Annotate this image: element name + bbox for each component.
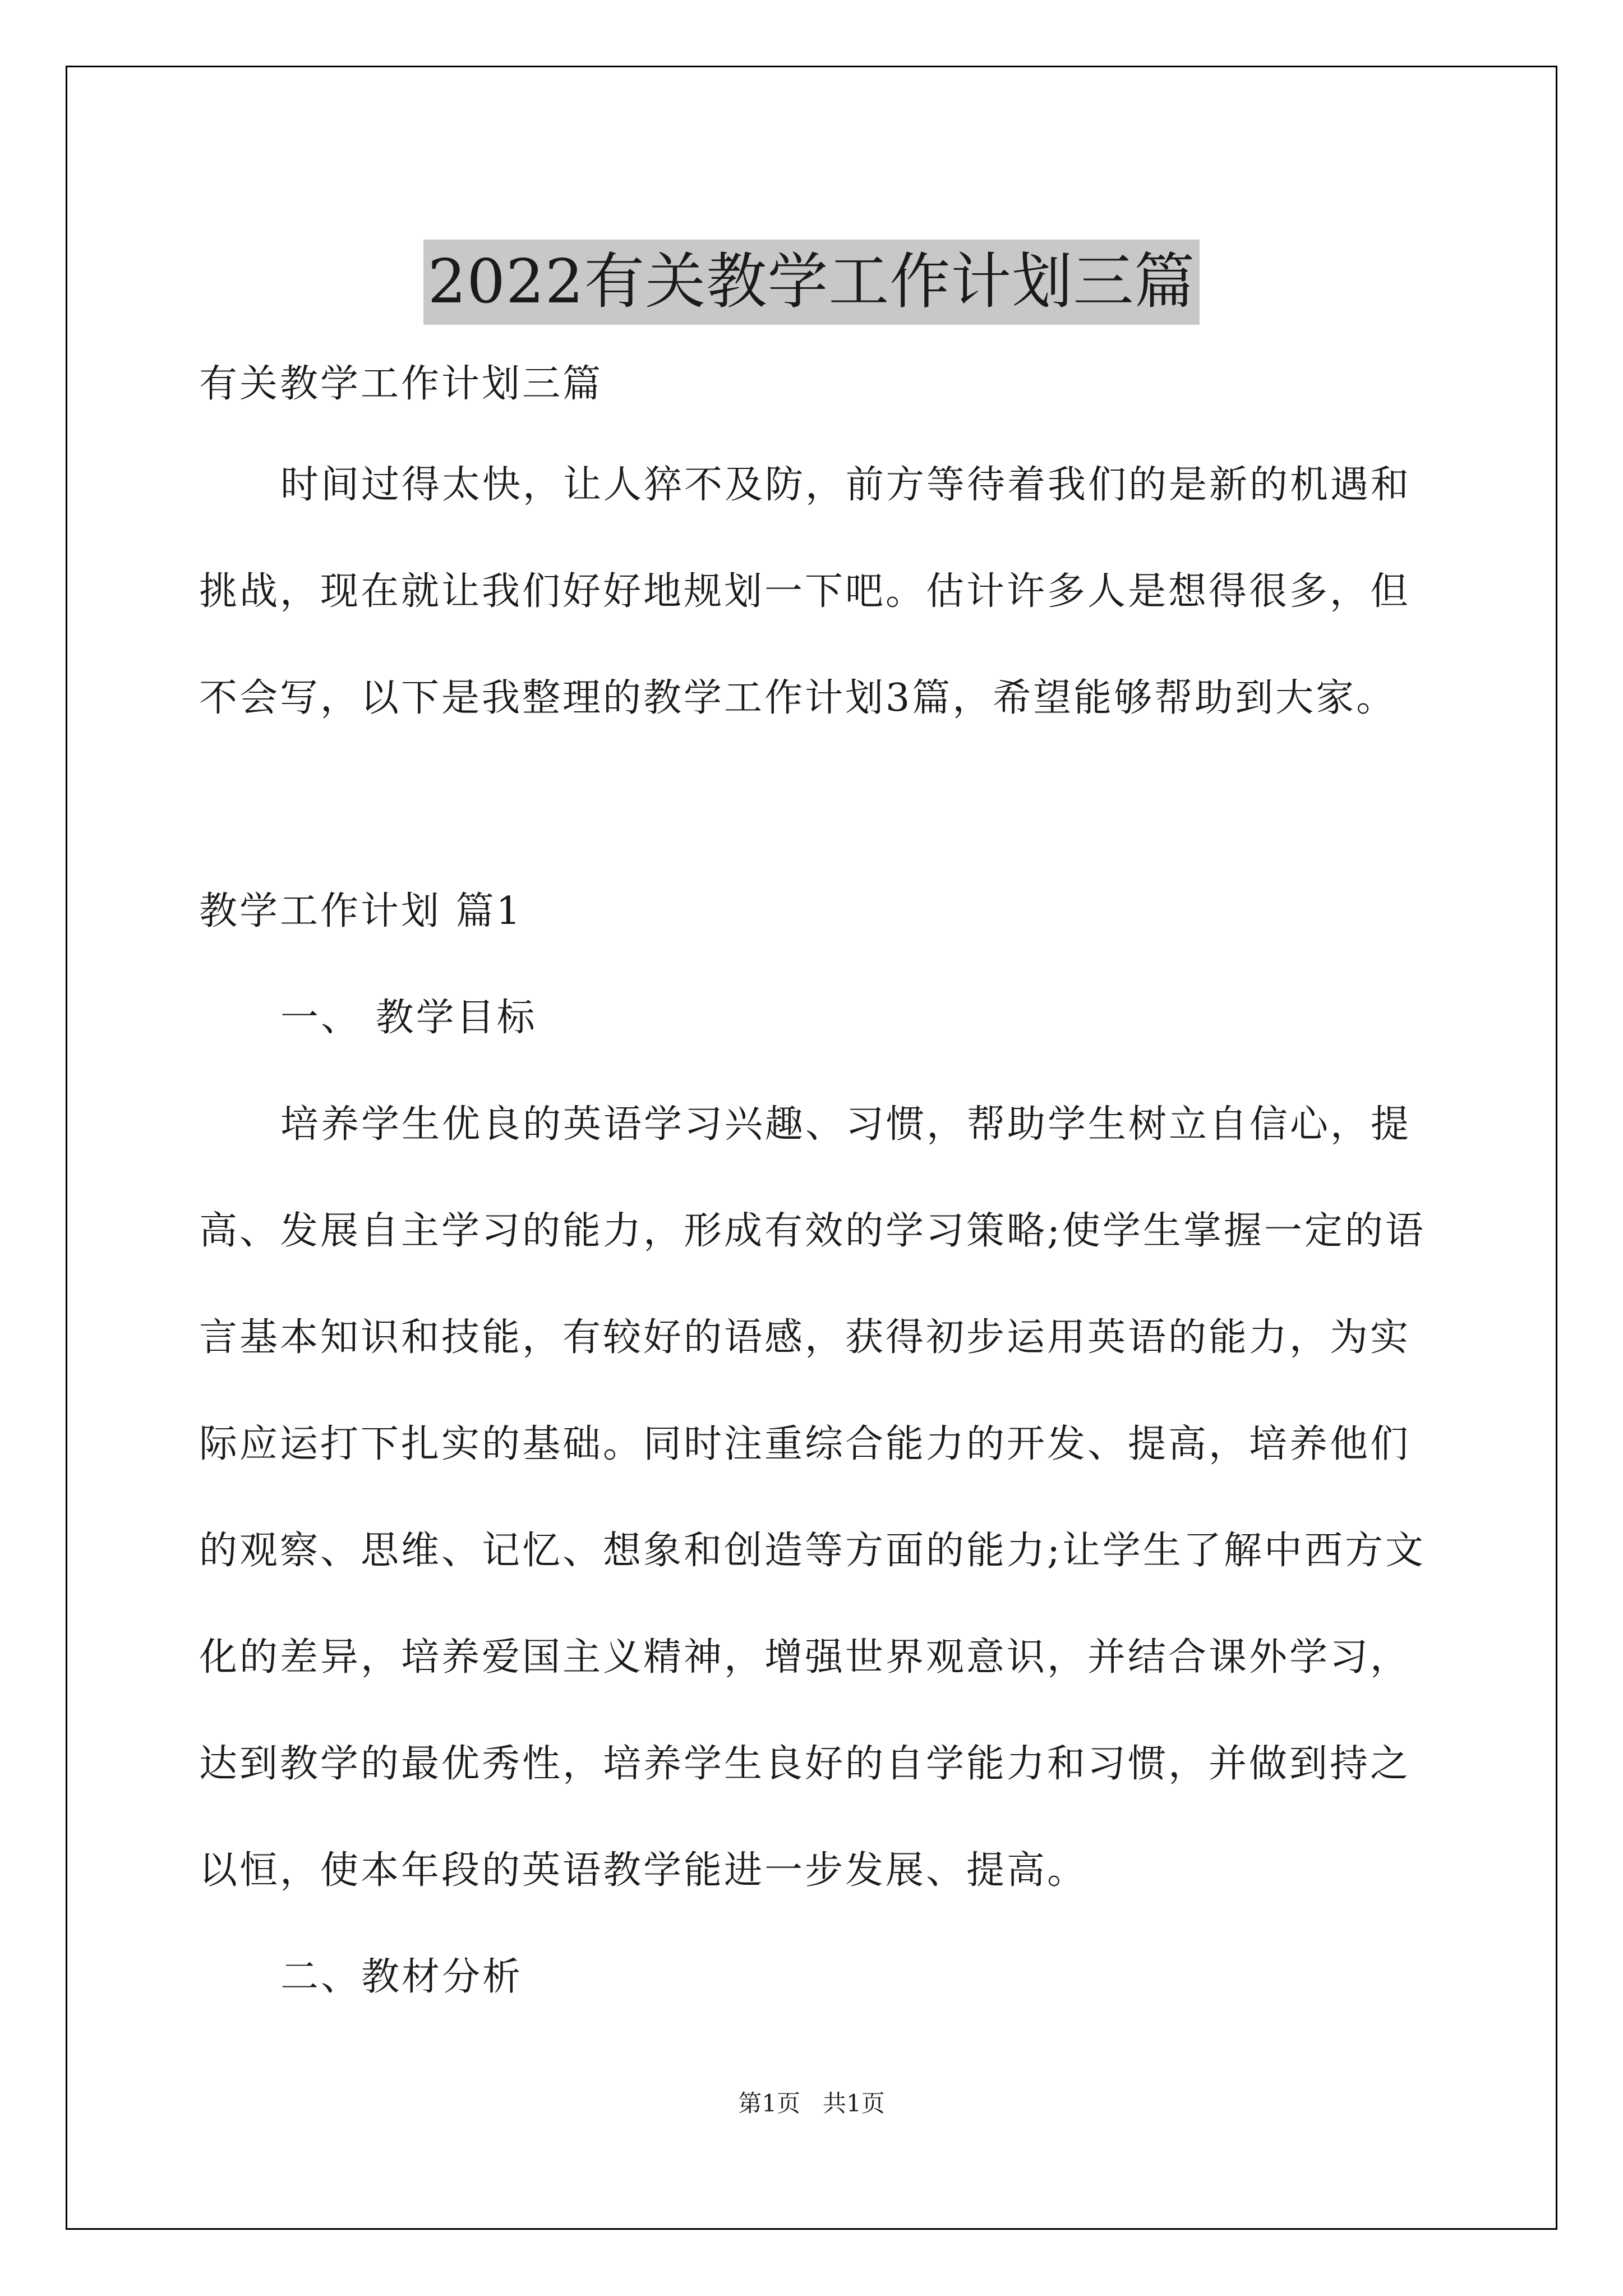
body-line: 达到教学的最优秀性，培养学生良好的自学能力和习惯，并做到持之: [199, 1742, 1411, 1786]
title-container: [0, 199, 1623, 366]
body-line: 化的差异，培养爱国主义精神，增强世界观意识，并结合课外学习，: [199, 1635, 1411, 1680]
body-line: 言基本知识和技能，有较好的语感，获得初步运用英语的能力，为实: [199, 1315, 1411, 1360]
body-line: 培养学生优良的英语学习兴趣、习惯，帮助学生树立自信心，提: [280, 1102, 1412, 1147]
body-line: 的观察、思维、记忆、想象和创造等方面的能力;让学生了解中西方文: [199, 1529, 1426, 1573]
page-footer: [0, 2087, 1623, 2120]
document-subtitle: 有关教学工作计划三篇: [199, 362, 603, 406]
page-number: 第1页: [738, 2090, 800, 2117]
subheading-textbook-analysis: 二、教材分析: [280, 1955, 523, 1999]
body-line: 以恒，使本年段的英语教学能进一步发展、提高。: [199, 1848, 1088, 1893]
intro-line: 挑战，现在就让我们好好地规划一下吧。估计许多人是想得很多，但: [199, 569, 1411, 614]
section-heading: 教学工作计划 篇1: [199, 889, 523, 933]
page-total: 共1页: [823, 2090, 885, 2117]
document-title: 2022有关教学工作计划三篇: [423, 240, 1200, 325]
subheading-teaching-goals: 一、 教学目标: [280, 996, 537, 1040]
intro-line: 时间过得太快，让人猝不及防，前方等待着我们的是新的机遇和: [280, 463, 1412, 507]
body-line: 高、发展自主学习的能力，形成有效的学习策略;使学生掌握一定的语: [199, 1209, 1426, 1253]
intro-line: 不会写，以下是我整理的教学工作计划3篇，希望能够帮助到大家。: [199, 676, 1397, 720]
body-line: 际应运打下扎实的基础。同时注重综合能力的开发、提高，培养他们: [199, 1422, 1411, 1466]
